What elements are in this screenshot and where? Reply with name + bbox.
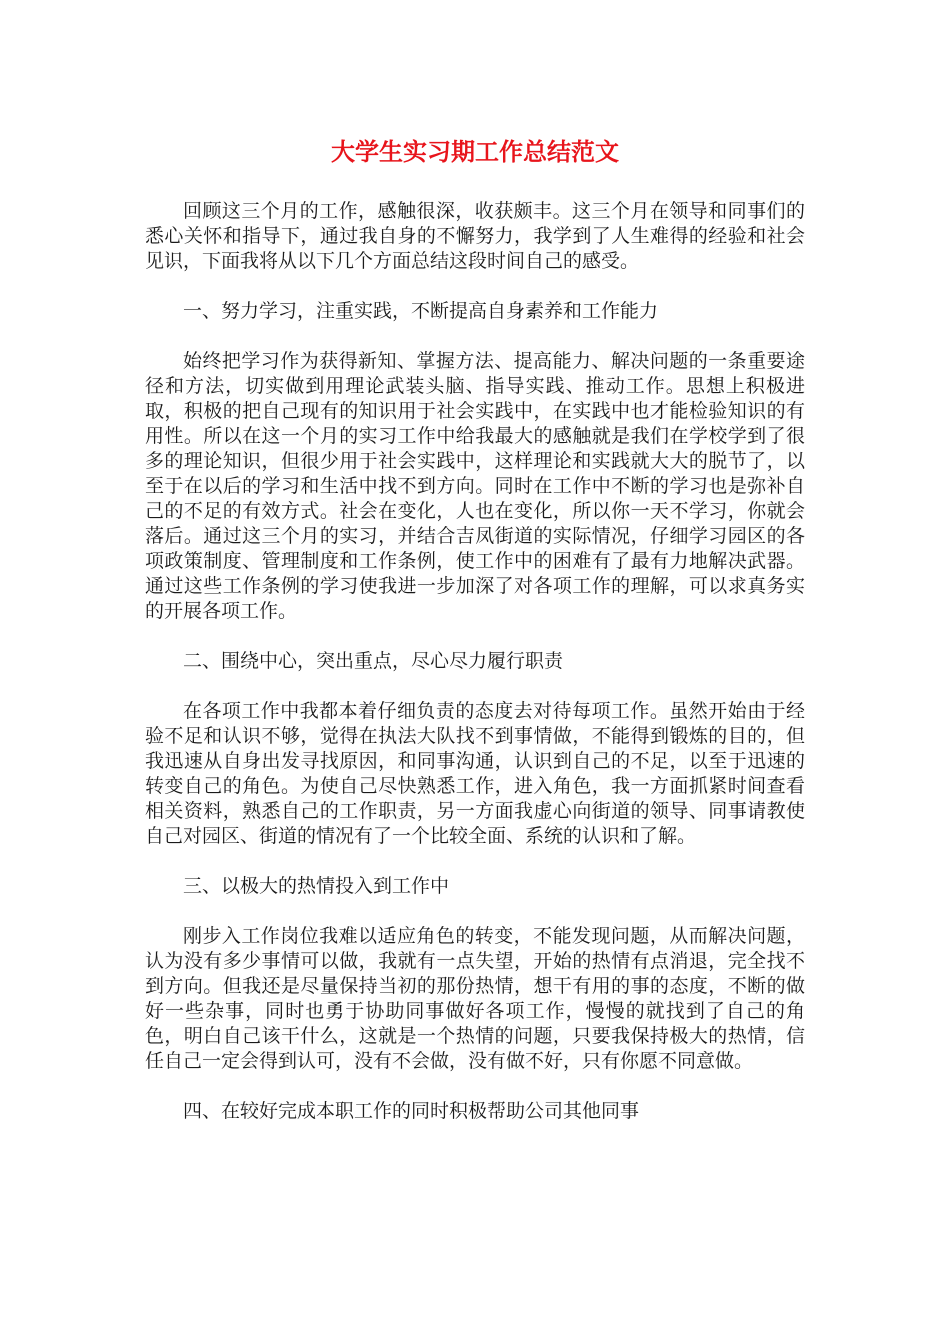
document-title: 大学生实习期工作总结范文 xyxy=(331,138,619,166)
intro-paragraph: 回顾这三个月的工作，感触很深，收获颇丰。这三个月在领导和同事们的悉心关怀和指导下，通过我自身的不懈努力，我学到了人生难得的经验和社会见识，下面我将从以下几个方面总结这段时间自己的感受。 xyxy=(145,200,805,272)
section-2-paragraph: 在各项工作中我都本着仔细负责的态度去对待每项工作。虽然开始由于经验不足和认识不够，觉得在执法大队找不到事情做，不能得到锻炼的目的，但我迅速从自身出发寻找原因，和同事沟通，认识到自己的不足，以至于迅速的转变自己的角色。为使自己尽快熟悉工作，进入角色，我一方面抓紧时间查看相关资料，熟悉自己的工作职责，另一方面我虚心向街道的领导、同事请教使自己对园区、街道的情况有了一个比较全面、系统的认识和了解。 xyxy=(145,700,805,847)
section-1-paragraph: 始终把学习作为获得新知、掌握方法、提高能力、解决问题的一条重要途径和方法，切实做到用理论武装头脑、指导实践、推动工作。思想上积极进取，积极的把自己现有的知识用于社会实践中，在实践中也才能检验知识的有用性。所以在这一个月的实习工作中给我最大的感触就是我们在学校学到了很多的理论知识，但很少用于社会实践中，这样理论和实践就大大的脱节了，以至于在以后的学习和生活中找不到方向。同时在工作中不断的学习也是弥补自己的不足的有效方式。社会在变化，人也在变化，所以你一天不学习，你就会落后。通过这三个月的实习，并结合吉凤街道的实际情况，仔细学习园区的各项政策制度、管理制度和工作条例，使工作中的困难有了最有力地解决武器。通过这些工作条例的学习使我进一步加深了对各项工作的理解，可以求真务实的开展各项工作。 xyxy=(145,350,805,622)
document-body xyxy=(145,199,805,1149)
section-3-paragraph: 刚步入工作岗位我难以适应角色的转变，不能发现问题，从而解决问题，认为没有多少事情可以做，我就有一点失望，开始的热情有点消退，完全找不到方向。但我还是尽量保持当初的那份热情，想干有用的事的态度，不断的做好一些杂事，同时也勇于协助同事做好各项工作，慢慢的就找到了自己的角色，明白自己该干什么，这就是一个热情的问题，只要我保持极大的热情，信任自己一定会得到认可，没有不会做，没有做不好，只有你愿不同意做。 xyxy=(145,925,805,1072)
section-4-heading: 四、在较好完成本职工作的同时积极帮助公司其他同事 xyxy=(183,1100,640,1122)
section-3-heading: 三、以极大的热情投入到工作中 xyxy=(183,875,450,897)
section-1-heading: 一、努力学习，注重实践，不断提高自身素养和工作能力 xyxy=(183,300,659,322)
section-2-heading: 二、围绕中心，突出重点，尽心尽力履行职责 xyxy=(183,650,564,672)
